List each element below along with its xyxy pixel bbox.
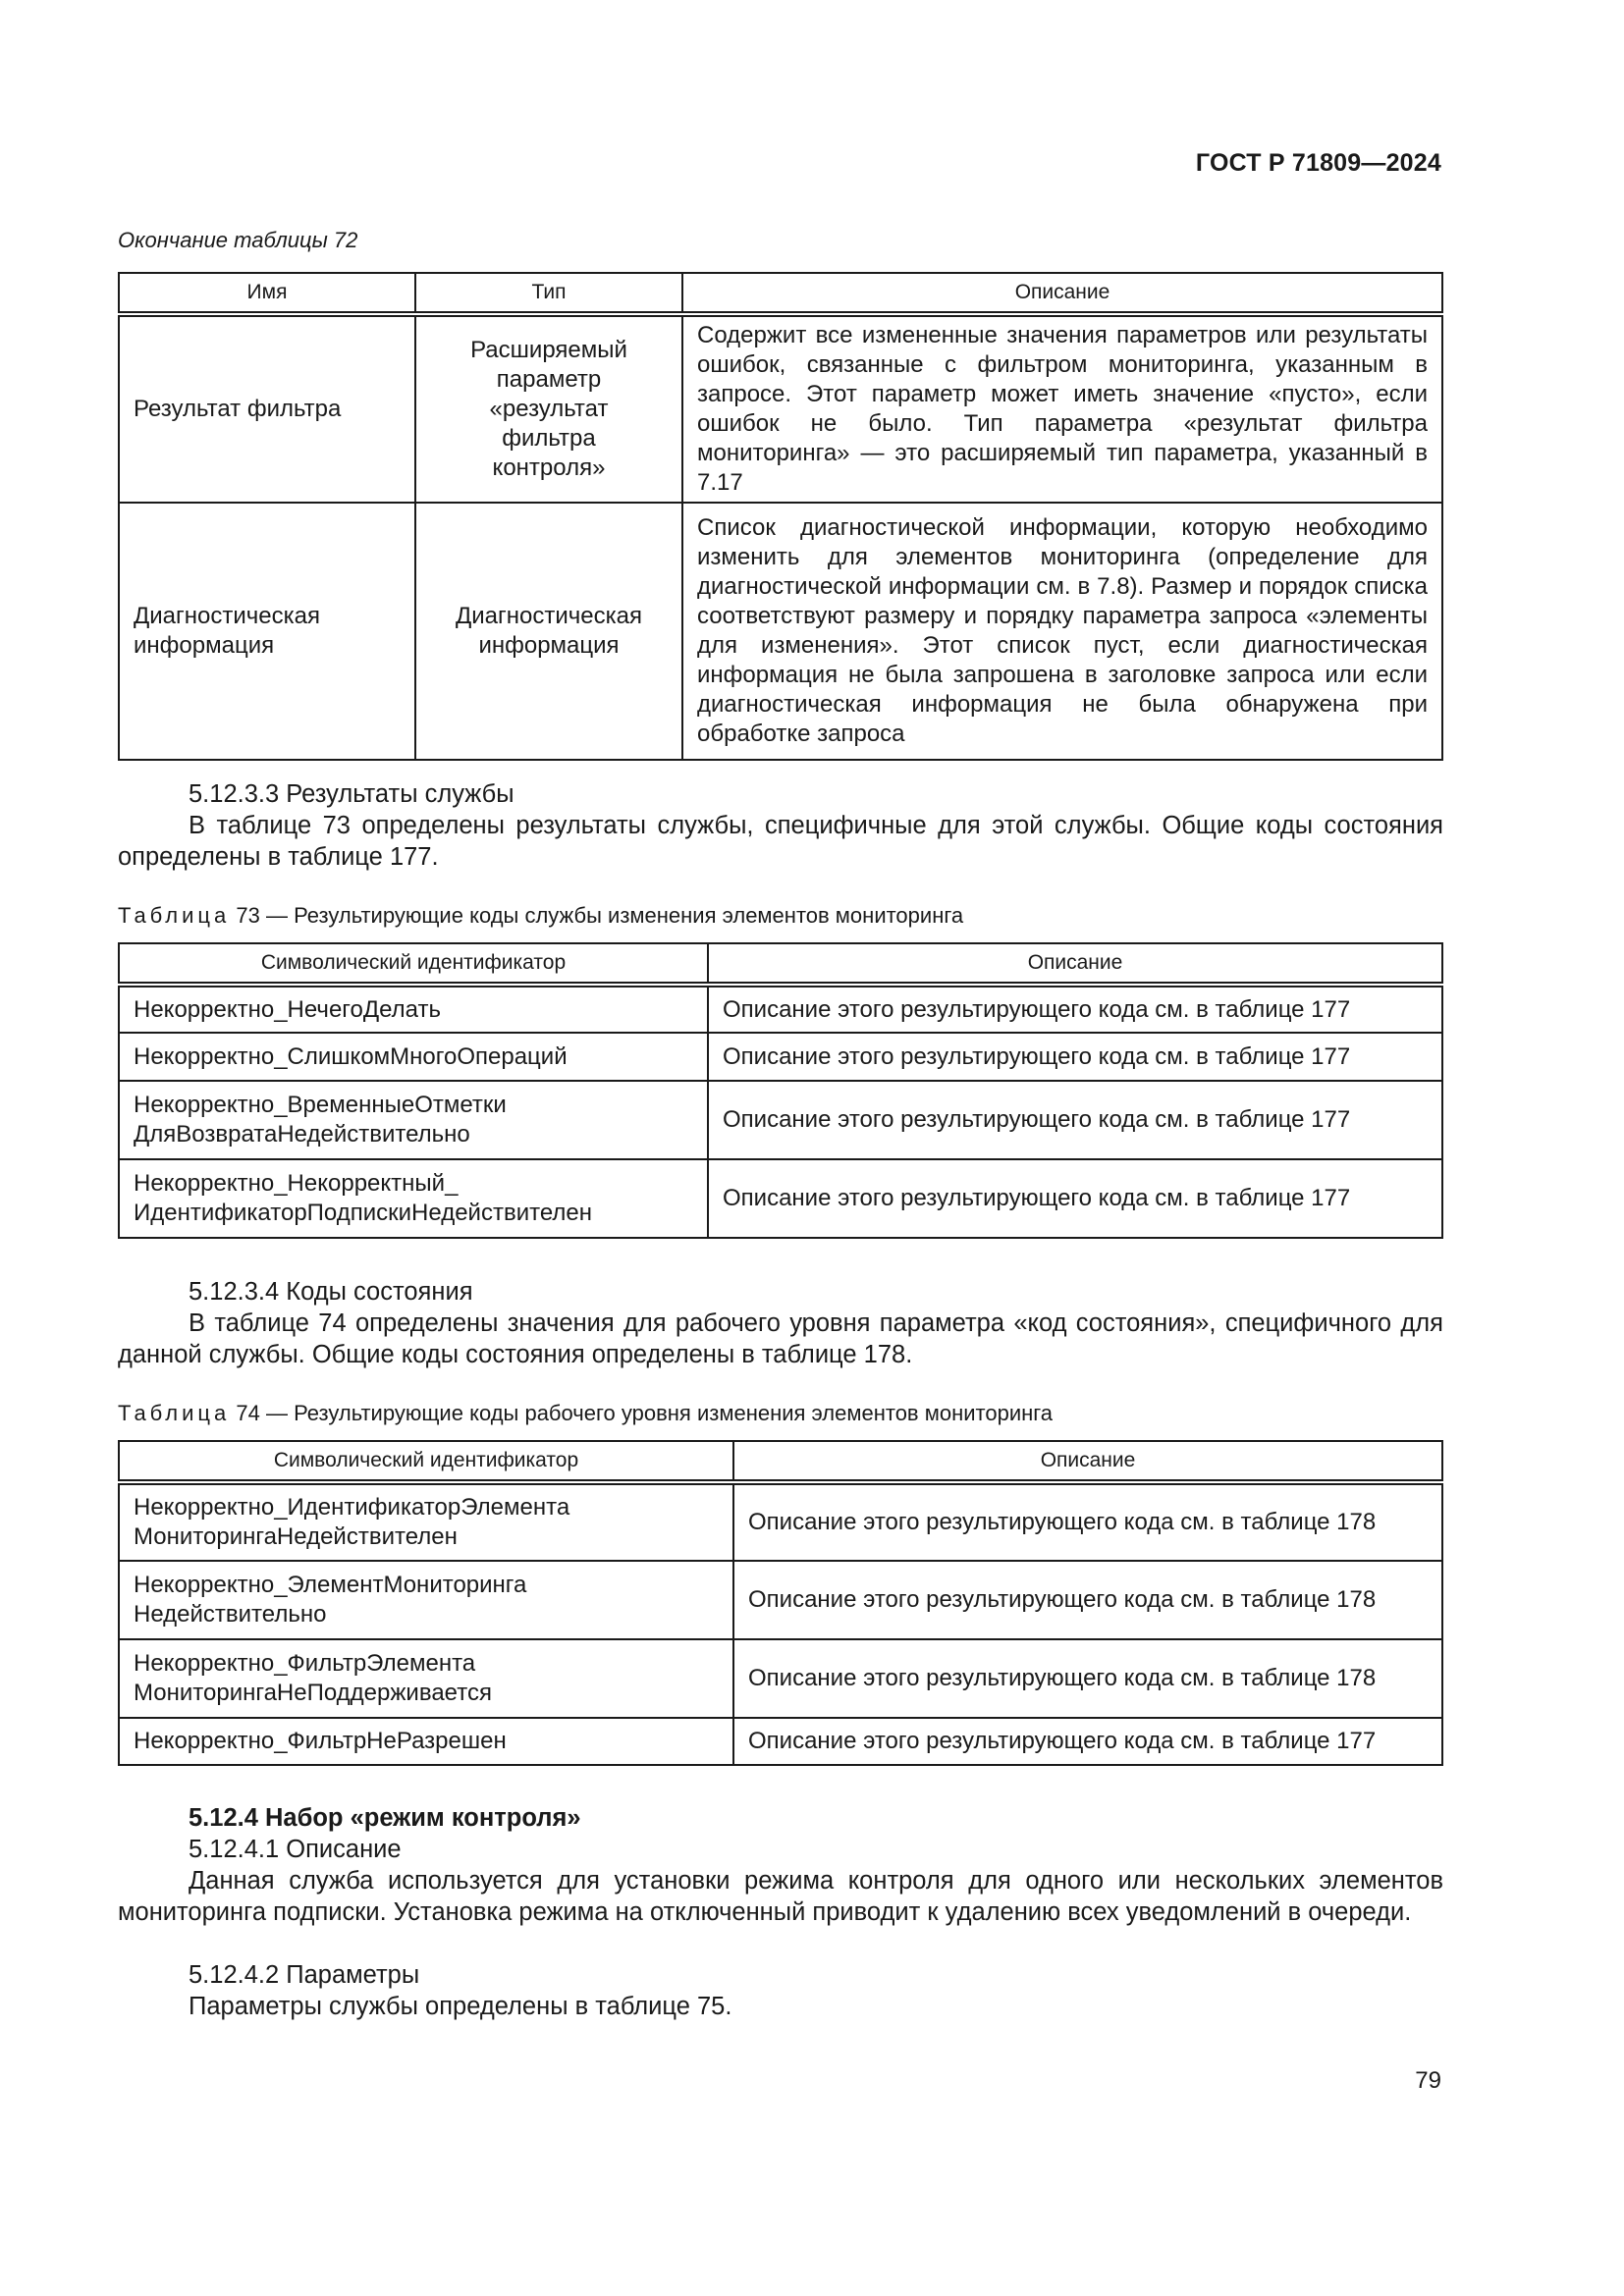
cell-id: Некорректно_СлишкомМногоОпераций (119, 1033, 708, 1081)
column-header: Символический идентификатор (119, 1441, 733, 1482)
table72-caption: Окончание таблицы 72 (118, 228, 358, 252)
column-header: Тип (415, 273, 682, 314)
subsection-heading: 5.12.4.2 Параметры (189, 1961, 420, 1989)
cell-id: Некорректно_ФильтрНеРазрешен (119, 1718, 733, 1765)
section-heading: 5.12.3.3 Результаты службы (189, 780, 514, 808)
cell-id: Некорректно_Некорректный_ ИдентификаторПодпискиНедействителен (119, 1159, 708, 1238)
column-header: Описание (733, 1441, 1442, 1482)
standard-header: ГОСТ Р 71809—2024 (1195, 149, 1441, 177)
paragraph: В таблице 73 определены результаты службы, специфичные для этой службы. Общие коды состояния определены в таблице 177. (118, 812, 1443, 871)
cell-description: Описание этого результирующего кода см. в таблице 177 (708, 1081, 1442, 1159)
table-row (119, 1482, 1442, 1561)
table-header-row (119, 273, 1442, 314)
table73 (118, 942, 1443, 1239)
cell-description: Описание этого результирующего кода см. в таблице 177 (708, 985, 1442, 1033)
paragraph: Данная служба используется для установки режима контроля для одного или нескольких элементов мониторинга подписки. Установка режима на отключенный приводит к удалению всех уведомлений в очереди. (118, 1867, 1443, 1926)
cell-description: Содержит все измененные значения параметров или результаты ошибок, связанные с фильтром мониторинга, указанным в запросе. Этот параметр может иметь значение «пусто», если ошибок не было. Тип параметра «результат фильтра мониторинга» — это расширяемый тип параметра, указанный в 7.17 (682, 314, 1442, 503)
page-number: 79 (1415, 2067, 1441, 2094)
table-header-row (119, 1441, 1442, 1482)
table-row (119, 1081, 1442, 1159)
cell-id: Некорректно_ФильтрЭлемента МониторингаНеПоддерживается (119, 1639, 733, 1718)
table73-caption (118, 903, 963, 929)
table-row (119, 1718, 1442, 1765)
table-row (119, 1639, 1442, 1718)
cell-id: Некорректно_ИдентификаторЭлемента МониторингаНедействителен (119, 1482, 733, 1561)
column-header: Имя (119, 273, 415, 314)
table-row (119, 1159, 1442, 1238)
table74-caption (118, 1401, 1053, 1426)
table-row (119, 985, 1442, 1033)
table74 (118, 1440, 1443, 1766)
cell-name: Результат фильтра (119, 314, 415, 503)
cell-id: Некорректно_ВременныеОтметки ДляВозвратаНедействительно (119, 1081, 708, 1159)
column-header: Описание (682, 273, 1442, 314)
cell-description: Описание этого результирующего кода см. в таблице 177 (708, 1159, 1442, 1238)
cell-type: Диагностическая информация (415, 503, 682, 760)
subsection-heading: 5.12.4.1 Описание (189, 1836, 402, 1863)
caption-text: 74 — Результирующие коды рабочего уровня изменения элементов мониторинга (236, 1401, 1054, 1425)
caption-text: 73 — Результирующие коды службы изменения элементов мониторинга (236, 903, 964, 928)
table-row (119, 1561, 1442, 1639)
caption-label: Таблица (118, 1401, 231, 1425)
column-header: Символический идентификатор (119, 943, 708, 985)
caption-label: Таблица (118, 903, 231, 928)
table-row (119, 314, 1442, 503)
paragraph: В таблице 74 определены значения для рабочего уровня параметра «код состояния», специфичного для данной службы. Общие коды состояния определены в таблице 178. (118, 1309, 1443, 1368)
table-header-row (119, 943, 1442, 985)
cell-description: Список диагностической информации, которую необходимо изменить для элементов мониторинга (определение для диагностической информации см. в 7.8). Размер и порядок списка соответствуют размеру и порядку параметра запроса «элементы для изменения». Этот список пуст, если диагностическая информация не была запрошена в заголовке запроса или если диагностическая информация не была обнаружена при обработке запроса (682, 503, 1442, 760)
cell-id: Некорректно_НечегоДелать (119, 985, 708, 1033)
cell-name: Диагностическая информация (119, 503, 415, 760)
table-row (119, 503, 1442, 760)
cell-description: Описание этого результирующего кода см. в таблице 177 (733, 1718, 1442, 1765)
cell-id: Некорректно_ЭлементМониторинга Недействительно (119, 1561, 733, 1639)
section-heading: 5.12.3.4 Коды состояния (189, 1278, 473, 1306)
cell-description: Описание этого результирующего кода см. в таблице 178 (733, 1482, 1442, 1561)
cell-description: Описание этого результирующего кода см. в таблице 178 (733, 1561, 1442, 1639)
paragraph: Параметры службы определены в таблице 75. (189, 1993, 732, 2020)
section-heading-bold: 5.12.4 Набор «режим контроля» (189, 1804, 581, 1832)
cell-type: Расширяемый параметр «результат фильтра контроля» (415, 314, 682, 503)
column-header: Описание (708, 943, 1442, 985)
cell-description: Описание этого результирующего кода см. в таблице 178 (733, 1639, 1442, 1718)
cell-description: Описание этого результирующего кода см. в таблице 177 (708, 1033, 1442, 1081)
table72 (118, 272, 1443, 761)
table-row (119, 1033, 1442, 1081)
